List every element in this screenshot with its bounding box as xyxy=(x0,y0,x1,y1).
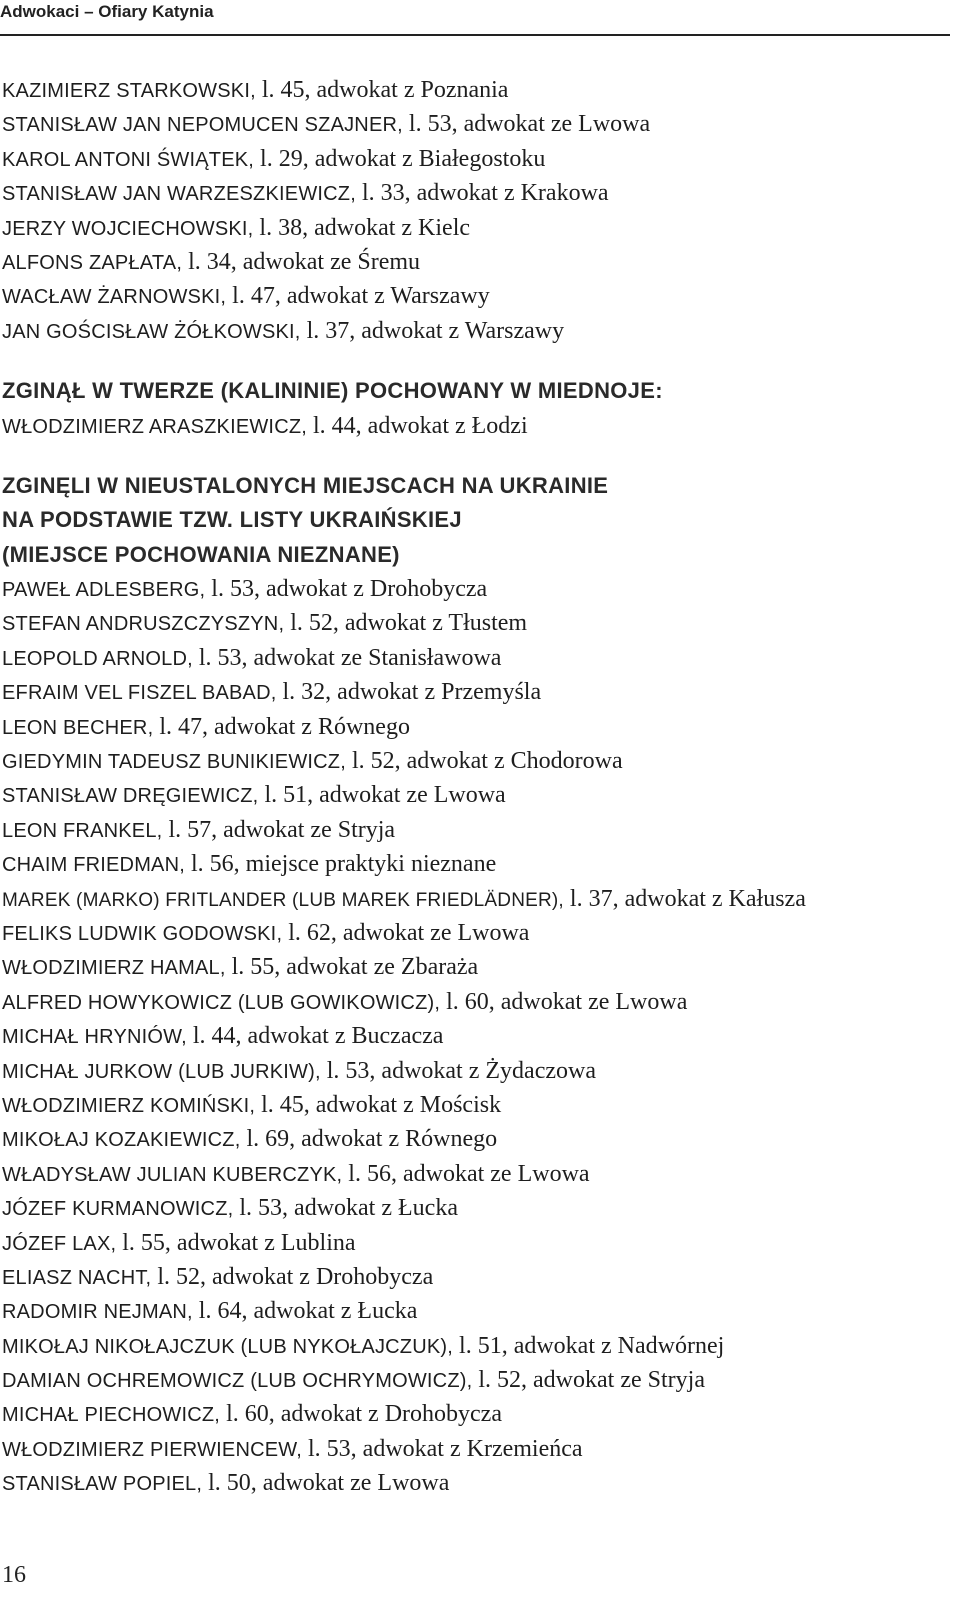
section-heading-line: (MIEJSCE POCHOWANIA NIEZNANE) xyxy=(2,541,400,567)
person-details: l. 33, adwokat z Krakowa xyxy=(355,180,609,207)
person-name: ELIASZ NACHT, xyxy=(2,1266,152,1289)
list-item xyxy=(2,73,947,107)
list-item xyxy=(2,1294,947,1328)
person-details: l. 53, adwokat z Żydaczowa xyxy=(320,1057,596,1084)
list-item xyxy=(2,1226,947,1260)
list-item xyxy=(2,1397,947,1431)
list-item xyxy=(2,744,947,778)
person-name: JÓZEF LAX, xyxy=(2,1232,117,1255)
person-name: WACŁAW ŻARNOWSKI, xyxy=(2,286,227,309)
person-details: l. 52, adwokat z Tłustem xyxy=(284,610,528,637)
list-item xyxy=(2,142,947,176)
person-details: l. 52, adwokat ze Stryja xyxy=(472,1367,705,1394)
person-name: STANISŁAW POPIEL, xyxy=(2,1473,203,1496)
person-details: l. 45, adwokat z Poznania xyxy=(255,77,509,103)
list-item xyxy=(2,245,947,279)
person-details: l. 52, adwokat z Chodorowa xyxy=(345,748,623,775)
person-details: l. 53, adwokat z Łucka xyxy=(233,1195,458,1222)
person-name: DAMIAN OCHREMOWICZ (LUB OCHRYMOWICZ), xyxy=(2,1370,473,1393)
person-name: KAZIMIERZ STARKOWSKI, xyxy=(2,80,256,102)
person-name: ALFONS ZAPŁATA, xyxy=(2,251,183,274)
person-details: l. 56, miejsce praktyki nieznane xyxy=(185,851,497,878)
page-number: 16 xyxy=(2,1562,26,1588)
person-details: l. 53, adwokat ze Lwowa xyxy=(402,111,651,138)
person-details: l. 44, adwokat z Buczacza xyxy=(186,1023,444,1050)
person-name: LEON FRANKEL, xyxy=(2,819,163,842)
person-name: STANISŁAW JAN NEPOMUCEN SZAJNER, xyxy=(2,114,403,137)
person-name: WŁADYSŁAW JULIAN KUBERCZYK, xyxy=(2,1163,343,1186)
list-item xyxy=(2,675,947,709)
person-details: l. 69, adwokat z Równego xyxy=(240,1126,498,1153)
person-details: l. 51, adwokat z Nadwórnej xyxy=(453,1332,725,1359)
person-details: l. 50, adwokat ze Lwowa xyxy=(202,1470,450,1497)
person-name: MIKOŁAJ NIKOŁAJCZUK (LUB NYKOŁAJCZUK), xyxy=(2,1335,454,1358)
section-heading-ukraine xyxy=(2,469,947,572)
list-item xyxy=(2,572,947,606)
person-details: l. 62, adwokat ze Lwowa xyxy=(282,919,530,946)
person-name: KAROL ANTONI ŚWIĄTEK, xyxy=(2,148,255,171)
person-name: MICHAŁ HRYNIÓW, xyxy=(2,1026,187,1049)
section-heading-line: ZGINĘLI W NIEUSTALONYCH MIEJSCACH NA UKRAINIE xyxy=(2,472,609,498)
person-name: WŁODZIMIERZ KOMIŃSKI, xyxy=(2,1094,256,1117)
person-details: l. 55, adwokat ze Zbaraża xyxy=(225,954,479,981)
list-item xyxy=(2,985,947,1019)
person-details: l. 53, adwokat ze Stanisławowa xyxy=(192,644,502,671)
victim-list-ukraine xyxy=(2,572,947,1501)
person-name: MIKOŁAJ KOZAKIEWICZ, xyxy=(2,1129,241,1152)
person-name: PAWEŁ ADLESBERG, xyxy=(2,579,206,602)
list-item xyxy=(2,641,947,675)
person-name: LEOPOLD ARNOLD, xyxy=(2,647,193,670)
person-name: CHAIM FRIEDMAN, xyxy=(2,854,185,877)
person-details: l. 47, adwokat z Równego xyxy=(153,713,410,740)
person-details: l. 57, adwokat ze Stryja xyxy=(162,816,396,843)
list-item xyxy=(2,847,947,881)
list-item xyxy=(2,916,947,950)
person-name: MICHAŁ PIECHOWICZ, xyxy=(2,1404,221,1427)
person-name: GIEDYMIN TADEUSZ BUNIKIEWICZ, xyxy=(2,751,346,774)
person-name: WŁODZIMIERZ ARASZKIEWICZ, xyxy=(2,415,308,438)
list-item xyxy=(2,950,947,984)
person-details: l. 37, adwokat z Warszawy xyxy=(300,317,565,344)
person-name: EFRAIM VEL FISZEL BABAD, xyxy=(2,682,277,705)
person-details: l. 64, adwokat z Łucka xyxy=(192,1298,418,1325)
list-item xyxy=(2,813,947,847)
list-item xyxy=(2,1157,947,1191)
person-name: MICHAŁ JURKOW (LUB JURKIW), xyxy=(2,1060,321,1083)
person-details: l. 38, adwokat z Kielc xyxy=(253,214,471,241)
page-content xyxy=(2,73,947,1501)
section-heading-line: NA PODSTAWIE TZW. LISTY UKRAIŃSKIEJ xyxy=(2,507,462,533)
list-item xyxy=(2,211,947,245)
list-item xyxy=(2,1054,947,1088)
section-heading-twer: ZGINĄŁ W TWERZE (KALININIE) POCHOWANY W MIEDNOJE: xyxy=(2,378,663,404)
victim-list-twer xyxy=(2,409,947,443)
list-item xyxy=(2,778,947,812)
list-item xyxy=(2,606,947,640)
person-details: l. 29, adwokat z Białegostoku xyxy=(254,145,546,172)
person-name: STEFAN ANDRUSZCZYSZYN, xyxy=(2,613,285,636)
person-name: RADOMIR NEJMAN, xyxy=(2,1301,193,1324)
person-details: l. 37, adwokat z Kałusza xyxy=(563,885,806,912)
person-details: l. 56, adwokat ze Lwowa xyxy=(342,1160,590,1187)
list-item xyxy=(2,279,947,313)
person-name: STANISŁAW JAN WARZESZKIEWICZ, xyxy=(2,183,356,206)
list-item xyxy=(2,1432,947,1466)
person-details: l. 60, adwokat z Drohobycza xyxy=(220,1401,502,1428)
person-details: l. 55, adwokat z Lublina xyxy=(116,1229,356,1256)
list-item xyxy=(2,1122,947,1156)
person-details: l. 32, adwokat z Przemyśla xyxy=(276,679,542,706)
person-details: l. 45, adwokat z Mościsk xyxy=(255,1091,502,1118)
list-item xyxy=(2,1363,947,1397)
header-rule xyxy=(0,34,950,36)
list-item xyxy=(2,882,947,916)
person-name: FELIKS LUDWIK GODOWSKI, xyxy=(2,922,283,945)
list-item xyxy=(2,1019,947,1053)
person-name: WŁODZIMIERZ HAMAL, xyxy=(2,957,226,980)
list-item xyxy=(2,710,947,744)
list-item xyxy=(2,1260,947,1294)
person-name: WŁODZIMIERZ PIERWIENCEW, xyxy=(2,1438,302,1461)
running-head: Adwokaci – Ofiary Katynia xyxy=(0,2,214,21)
list-item xyxy=(2,314,947,348)
person-details: l. 47, adwokat z Warszawy xyxy=(226,283,490,310)
person-details: l. 34, adwokat ze Śremu xyxy=(182,248,421,275)
list-item xyxy=(2,176,947,210)
person-name: LEON BECHER, xyxy=(2,716,154,739)
person-details: l. 51, adwokat ze Lwowa xyxy=(258,782,506,809)
list-item xyxy=(2,1088,947,1122)
person-name: STANISŁAW DRĘGIEWICZ, xyxy=(2,785,259,808)
list-item xyxy=(2,1191,947,1225)
person-name: MAREK (MARKO) FRITLANDER (LUB MAREK FRIEDLÄDNER), xyxy=(2,889,564,911)
list-item xyxy=(2,1466,947,1500)
person-name: JAN GOŚCISŁAW ŻÓŁKOWSKI, xyxy=(2,320,301,343)
person-details: l. 53, adwokat z Krzemieńca xyxy=(302,1435,583,1462)
victim-list-warsaw xyxy=(2,73,947,348)
person-name: JERZY WOJCIECHOWSKI, xyxy=(2,217,254,240)
person-name: ALFRED HOWYKOWICZ (LUB GOWIKOWICZ), xyxy=(2,991,441,1014)
person-details: l. 53, adwokat z Drohobycza xyxy=(205,576,488,603)
person-name: JÓZEF KURMANOWICZ, xyxy=(2,1198,234,1221)
person-details: l. 44, adwokat z Łodzi xyxy=(307,412,528,439)
list-item xyxy=(2,1329,947,1363)
list-item xyxy=(2,107,947,141)
person-details: l. 60, adwokat ze Lwowa xyxy=(440,988,688,1015)
list-item xyxy=(2,409,947,443)
person-details: l. 52, adwokat z Drohobycza xyxy=(151,1263,434,1290)
